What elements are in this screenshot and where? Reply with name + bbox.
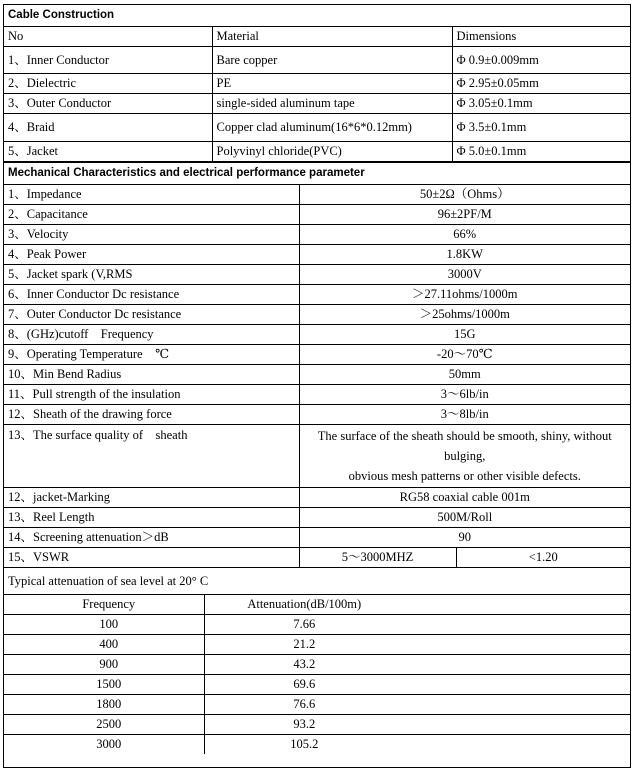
table-row [4,94,630,114]
spec-sheet [3,4,631,768]
row-no: 4、Braid [4,114,212,142]
cable-construction-table [4,5,630,162]
row-no: 5、Jacket [4,142,212,162]
table-row [4,345,630,365]
table-row [4,285,630,305]
vswr-range: 5～3000MHZ [299,548,456,568]
param-value: RG58 coaxial cable 001m [299,488,630,508]
table-row [4,655,630,675]
param-label: 2、Capacitance [4,205,299,225]
table-row [4,508,630,528]
param-value: 500M/Roll [299,508,630,528]
header-dimensions: Dimensions [452,27,630,47]
freq-cell: 1500 [14,675,204,695]
attenuation-title: Typical attenuation of sea level at 20° C [4,568,630,595]
row-no: 3、Outer Conductor [4,94,212,114]
atten-cell: 43.2 [204,655,404,675]
vswr-value: <1.20 [456,548,630,568]
table-row [4,114,630,142]
param-value: ＞25ohms/1000m [299,305,630,325]
table-row [4,74,630,94]
param-value: 66% [299,225,630,245]
param-label: 4、Peak Power [4,245,299,265]
param-label: 11、Pull strength of the insulation [4,385,299,405]
surface-line-2: obvious mesh patterns or other visible defects. [348,469,581,483]
table-row [4,245,630,265]
row-dimension: Φ 3.05±0.1mm [452,94,630,114]
row-dimension: Φ 0.9±0.009mm [452,47,630,74]
freq-cell: 100 [14,615,204,635]
row-material: single-sided aluminum tape [212,94,452,114]
header-material: Material [212,27,452,47]
atten-cell: 93.2 [204,715,404,735]
param-value [299,425,630,488]
param-value: -20～70℃ [299,345,630,365]
table-row [4,425,630,488]
table-row [4,615,630,635]
atten-cell: 76.6 [204,695,404,715]
row-material: Copper clad aluminum(16*6*0.12mm) [212,114,452,142]
table-row [4,385,630,405]
mechanical-title: Mechanical Characteristics and electrical performance parameter [4,163,630,185]
param-value: ＞27.11ohms/1000m [299,285,630,305]
param-label: 14、Screening attenuation＞dB [4,528,299,548]
header-attenuation: Attenuation(dB/100m) [204,595,404,615]
table-row [4,548,630,568]
row-dimension: Φ 3.5±0.1mm [452,114,630,142]
table-row [4,305,630,325]
atten-cell: 7.66 [204,615,404,635]
row-material: Bare copper [212,47,452,74]
surface-line-1: The surface of the sheath should be smooth, shiny, without bulging, [317,429,612,463]
atten-cell: 69.6 [204,675,404,695]
table-row [4,635,630,655]
header-no: No [4,27,212,47]
table-row [4,528,630,548]
header-frequency: Frequency [14,595,204,615]
param-label: 5、Jacket spark (V,RMS [4,265,299,285]
freq-cell: 1800 [14,695,204,715]
param-label: 12、jacket-Marking [4,488,299,508]
param-value: 1.8KW [299,245,630,265]
row-no: 2、Dielectric [4,74,212,94]
param-label: 8、(GHz)cutoff Frequency [4,325,299,345]
atten-cell: 105.2 [204,735,404,755]
table-row [4,205,630,225]
param-value: 50±2Ω（Ohms） [299,185,630,205]
param-value: 3～8lb/in [299,405,630,425]
param-label: 1、Impedance [4,185,299,205]
table-row [4,142,630,162]
table-row [4,488,630,508]
table-row [4,47,630,74]
param-value: 15G [299,325,630,345]
table-row [4,265,630,285]
param-label: 7、Outer Conductor Dc resistance [4,305,299,325]
freq-cell: 400 [14,635,204,655]
param-label: 13、The surface quality of sheath [4,425,299,488]
table-row [4,225,630,245]
table-header-row [4,595,630,615]
table-row [4,715,630,735]
table-row [4,735,630,755]
table-row [4,405,630,425]
row-dimension: Φ 5.0±0.1mm [452,142,630,162]
freq-cell: 900 [14,655,204,675]
param-label: 10、Min Bend Radius [4,365,299,385]
row-dimension: Φ 2.95±0.05mm [452,74,630,94]
mechanical-table [4,162,630,568]
table-row [4,325,630,345]
attenuation-table [4,568,630,754]
vswr-label: 15、VSWR [4,548,299,568]
table-row [4,675,630,695]
param-label: 13、Reel Length [4,508,299,528]
table-row [4,695,630,715]
table-row [4,185,630,205]
table-header-row [4,27,630,47]
param-value: 3～6lb/in [299,385,630,405]
freq-cell: 2500 [14,715,204,735]
param-value: 50mm [299,365,630,385]
atten-cell: 21.2 [204,635,404,655]
param-label: 12、Sheath of the drawing force [4,405,299,425]
row-material: Polyvinyl chloride(PVC) [212,142,452,162]
param-label: 9、Operating Temperature ℃ [4,345,299,365]
param-value: 96±2PF/M [299,205,630,225]
freq-cell: 3000 [14,735,204,755]
cable-construction-title: Cable Construction [4,5,630,27]
param-value: 90 [299,528,630,548]
row-no: 1、Inner Conductor [4,47,212,74]
param-value: 3000V [299,265,630,285]
param-label: 6、Inner Conductor Dc resistance [4,285,299,305]
row-material: PE [212,74,452,94]
table-row [4,365,630,385]
param-label: 3、Velocity [4,225,299,245]
